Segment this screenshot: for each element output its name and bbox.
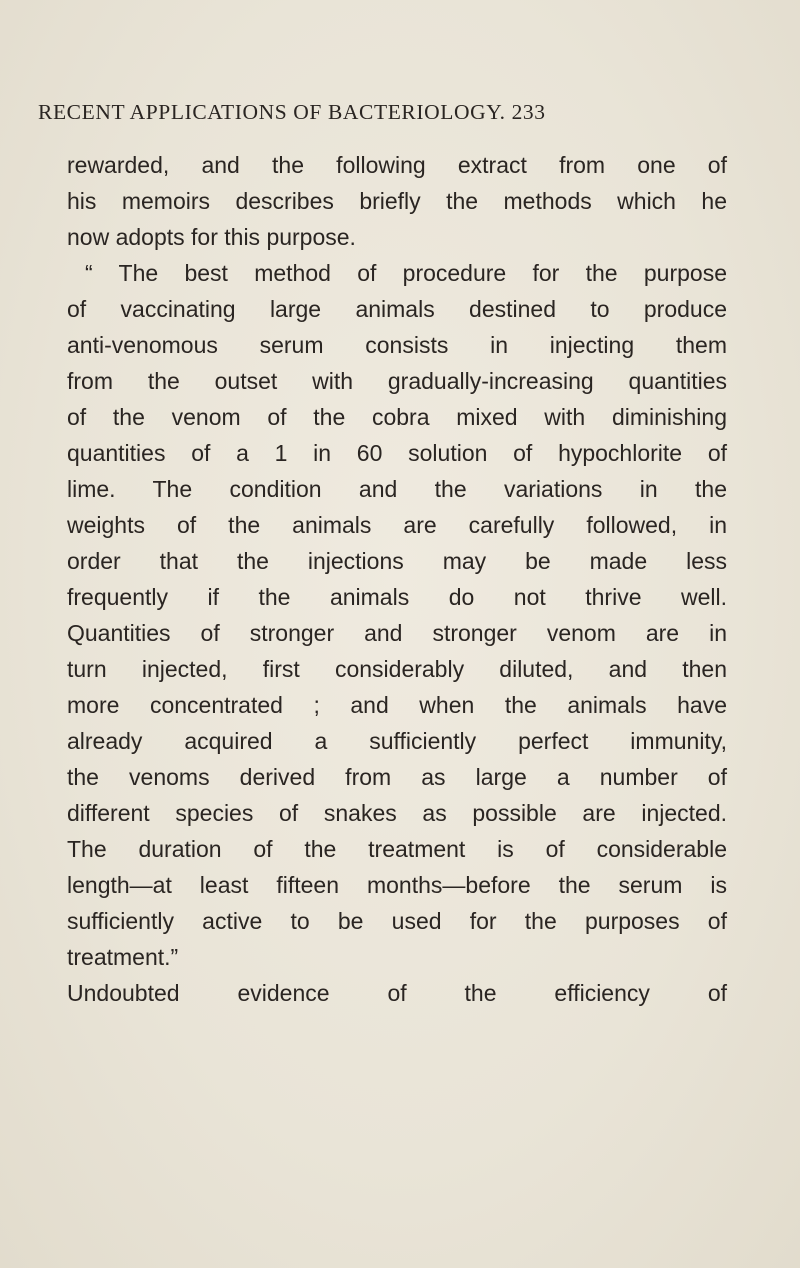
running-title: RECENT APPLICATIONS OF BACTERIOLOGY. xyxy=(38,100,506,124)
text-line: Quantities of stronger and stronger venom are in xyxy=(67,620,727,646)
text-line: length—at least fifteen months—before the serum is xyxy=(67,872,727,898)
text-line: of vaccinating large animals destined to produce xyxy=(67,296,727,322)
text-line: treatment.” xyxy=(67,944,179,970)
text-line: “ The best method of procedure for the purpose xyxy=(85,260,727,286)
text-line: different species of snakes as possible are injected. xyxy=(67,800,727,826)
text-line: anti-venomous serum consists in injecting them xyxy=(67,332,727,358)
text-line: frequently if the animals do not thrive well. xyxy=(67,584,727,610)
text-line: sufficiently active to be used for the purposes of xyxy=(67,908,727,934)
text-line: more concentrated ; and when the animals have xyxy=(67,692,727,718)
text-line: The duration of the treatment is of considerable xyxy=(67,836,727,862)
text-line: order that the injections may be made less xyxy=(67,548,727,574)
text-line: his memoirs describes briefly the methods which he xyxy=(67,188,727,214)
text-line: the venoms derived from as large a number of xyxy=(67,764,727,790)
text-line: of the venom of the cobra mixed with diminishing xyxy=(67,404,727,430)
text-line: quantities of a 1 in 60 solution of hypochlorite of xyxy=(67,440,727,466)
text-line: weights of the animals are carefully followed, in xyxy=(67,512,727,538)
text-line: from the outset with gradually-increasing quantities xyxy=(67,368,727,394)
text-line: turn injected, first considerably diluted, and then xyxy=(67,656,727,682)
text-line: lime. The condition and the variations in the xyxy=(67,476,727,502)
text-line: now adopts for this purpose. xyxy=(67,224,356,250)
text-line: already acquired a sufficiently perfect immunity, xyxy=(67,728,727,754)
body-text xyxy=(67,147,727,1011)
text-line: rewarded, and the following extract from one of xyxy=(67,152,727,178)
running-header xyxy=(38,100,728,125)
page-number: 233 xyxy=(511,100,546,124)
text-line: Undoubted evidence of the efficiency of xyxy=(67,980,727,1006)
